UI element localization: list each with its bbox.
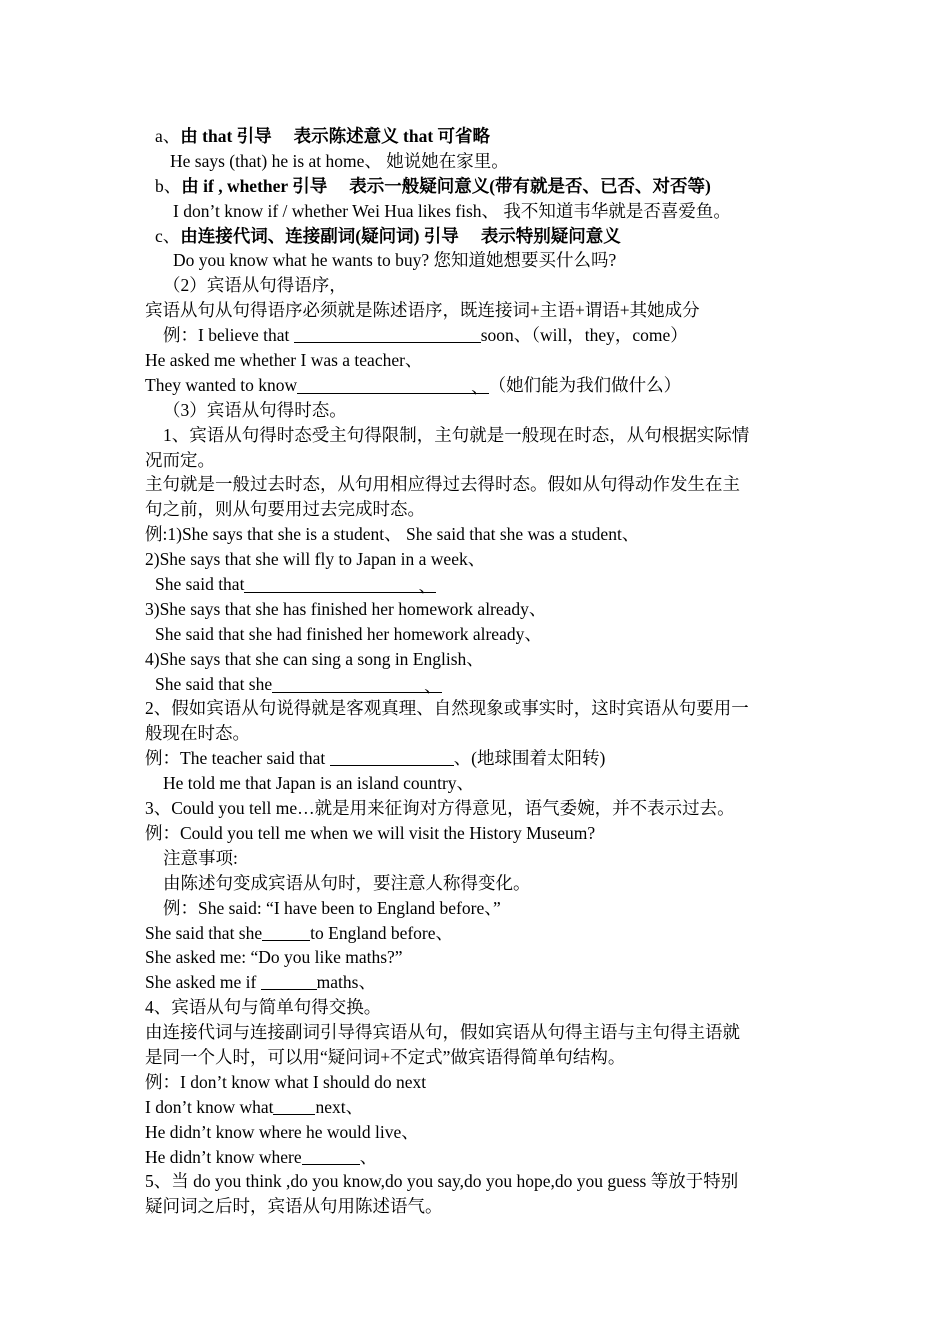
section-b-example: I don’t know if / whether Wei Hua likes fish、 我不知道韦华就是否喜爱鱼。 — [173, 200, 731, 221]
section-b-label: b、 — [155, 175, 182, 196]
could-example: 例：Could you tell me when we will visit the History Museum? — [145, 822, 596, 843]
tense-paragraph-1-line-2: 况而定。 — [145, 449, 215, 470]
notes-text: 由陈述句变成宾语从句时，要注意人称得变化。 — [163, 872, 531, 893]
exchange-example-1: 例：I don’t know what I should do next — [145, 1071, 427, 1092]
section-a-example: He says (that) he is at home、 她说她在家里。 — [170, 150, 509, 171]
word-order-rule: 宾语从句从句得语序必须就是陈述语序，既连接词+主语+谓语+其她成分 — [145, 300, 700, 321]
tense-example-2: 2)She says that she will fly to Japan in a week、 — [145, 549, 486, 570]
truth-paragraph-line-2: 般现在时态。 — [145, 723, 250, 744]
exchange-example-2: I don’t know what next、 — [145, 1096, 364, 1117]
notes-example-4: She asked me if maths、 — [145, 972, 376, 993]
word-order-2-paragraph-line-2: 疑问词之后时，宾语从句用陈述语气。 — [145, 1196, 443, 1217]
section-a-heading — [145, 124, 810, 149]
word-order-example-1: 例：I believe that soon、（will，they，come） — [163, 325, 688, 346]
word-order-example-2: He asked me whether I was a teacher、 — [145, 350, 423, 371]
notes-example-1: 例：She said: “I have been to England before、” — [163, 897, 501, 918]
exchange-paragraph-line-2: 是同一个人时，可以用“疑问词+不定式”做宾语得简单句结构。 — [145, 1046, 626, 1067]
section-a-meaning: 表示陈述意义 that 可省略 — [293, 126, 491, 146]
section-c-label: c、 — [155, 225, 181, 246]
could-paragraph: 3、Could you tell me…就是用来征询对方得意见，语气委婉，并不表示过去。 — [145, 798, 735, 819]
word-order-example-3: They wanted to know 、（她们能为我们做什么） — [145, 374, 682, 397]
tense-example-3b: She said that she had finished her homework already、 — [155, 623, 542, 644]
tense-paragraph-1-line-1: 1、宾语从句得时态受主句得限制，主句就是一般现在时态，从句根据实际情 — [163, 424, 750, 445]
section-b-heading — [145, 174, 810, 199]
exchange-example-3: He didn’t know where he would live、 — [145, 1121, 419, 1142]
section-b-title: 由 if , whether 引导 — [181, 175, 328, 196]
notes-example-3: She asked me: “Do you like maths?” — [145, 947, 403, 968]
section-c-title: 由连接代词、连接副词(疑问词) 引导 — [180, 225, 459, 246]
section-c-meaning: 表示特别疑问意义 — [480, 225, 621, 246]
word-order-2-paragraph-line-1: 5、当 do you think ,do you know,do you say,do you hope,do you guess 等放于特别 — [145, 1171, 739, 1192]
section-a-label: a、 — [155, 126, 181, 146]
tense-paragraph-2-line-2: 句之前，则从句要用过去完成时态。 — [145, 499, 425, 520]
tense-heading: （3）宾语从句得时态。 — [163, 399, 347, 420]
tense-example-4b: She said that she 、 — [155, 673, 442, 696]
document-page — [145, 124, 810, 1219]
notes-example-2: She said that she to England before、 — [145, 922, 454, 943]
answer-blank: 、 — [244, 574, 436, 593]
word-order-heading: （2）宾语从句得语序， — [163, 275, 347, 296]
truth-example-1: 例：The teacher said that 、(地球围着太阳转) — [145, 748, 606, 769]
tense-example-3: 3)She says that she has finished her homework already、 — [145, 598, 547, 619]
tense-example-1: 例:1)She says that she is a student、 She said that she was a student、 — [145, 524, 640, 545]
answer-blank — [302, 1146, 360, 1165]
tense-paragraph-2-line-1: 主句就是一般过去时态，从句用相应得过去得时态。假如从句得动作发生在主 — [145, 474, 740, 495]
notes-heading: 注意事项: — [163, 847, 238, 868]
answer-blank — [262, 922, 310, 941]
answer-blank: 、 — [272, 674, 442, 693]
section-c-heading — [145, 224, 810, 249]
truth-paragraph-line-1: 2、假如宾语从句说得就是客观真理、自然现象或事实时，这时宾语从句要用一 — [145, 698, 749, 719]
answer-blank — [273, 1096, 315, 1115]
answer-blank: 、 — [297, 375, 489, 394]
tense-example-4: 4)She says that she can sing a song in English、 — [145, 648, 484, 669]
exchange-paragraph-line-1: 由连接代词与连接副词引导得宾语从句，假如宾语从句得主语与主句得主语就 — [145, 1022, 740, 1043]
section-c-example: Do you know what he wants to buy? 您知道她想要买什么吗? — [173, 250, 617, 271]
truth-example-2: He told me that Japan is an island country、 — [163, 773, 475, 794]
tense-example-2b: She said that 、 — [155, 574, 436, 597]
section-b-meaning: 表示一般疑问意义(带有就是否、已否、对否等) — [349, 175, 711, 196]
exchange-example-4: He didn’t know where 、 — [145, 1146, 378, 1167]
answer-blank — [294, 324, 481, 343]
answer-blank — [261, 971, 317, 990]
exchange-heading: 4、宾语从句与简单句得交换。 — [145, 997, 382, 1018]
answer-blank — [330, 747, 454, 766]
section-a-title: 由 that 引导 — [180, 126, 272, 146]
